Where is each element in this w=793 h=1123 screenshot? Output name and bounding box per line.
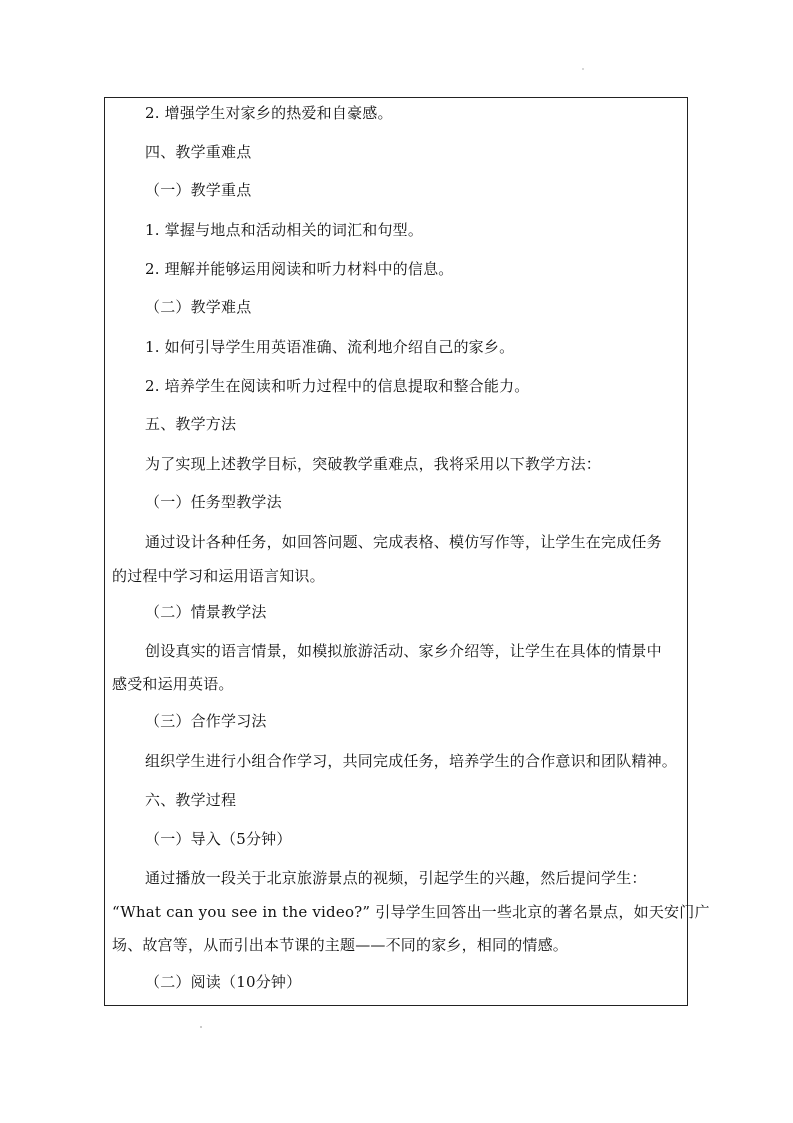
situational-text-line-1: 创设真实的语言情景，如模拟旅游活动、家乡介绍等，让学生在具体的情景中 xyxy=(145,642,662,660)
subheading-situational: （二）情景教学法 xyxy=(145,603,267,621)
cooperative-text: 组织学生进行小组合作学习，共同完成任务，培养学生的合作意识和团队精神。 xyxy=(145,752,678,770)
lead-in-text-line-3: 场、故宫等，从而引出本节课的主题——不同的家乡，相同的情感。 xyxy=(112,936,569,954)
scan-speck xyxy=(200,1026,202,1028)
objective-2: 2. 增强学生对家乡的热爱和自豪感。 xyxy=(145,104,393,122)
subheading-difficult-points: （二）教学难点 xyxy=(145,298,252,316)
lead-in-text-line-2: “What can you see in the video?” 引导学生回答出一些北京的著名景点，如天安门广 xyxy=(112,903,710,921)
scan-speck xyxy=(582,68,584,70)
methods-intro: 为了实现上述教学目标，突破教学重难点，我将采用以下教学方法： xyxy=(145,455,602,473)
section-heading-5: 五、教学方法 xyxy=(145,415,237,433)
subheading-task-based: （一）任务型教学法 xyxy=(145,493,282,511)
section-heading-6: 六、教学过程 xyxy=(145,791,237,809)
difficult-point-2: 2. 培养学生在阅读和听力过程中的信息提取和整合能力。 xyxy=(145,377,530,395)
situational-text-line-2: 感受和运用英语。 xyxy=(112,675,234,693)
difficult-point-1: 1. 如何引导学生用英语准确、流利地介绍自己的家乡。 xyxy=(145,338,515,356)
subheading-reading: （二）阅读（10分钟） xyxy=(145,973,302,991)
subheading-lead-in: （一）导入（5分钟） xyxy=(145,830,292,848)
key-point-1: 1. 掌握与地点和活动相关的词汇和句型。 xyxy=(145,221,424,239)
subheading-key-points: （一）教学重点 xyxy=(145,181,252,199)
task-based-text-line-1: 通过设计各种任务，如回答问题、完成表格、模仿写作等，让学生在完成任务 xyxy=(145,533,662,551)
task-based-text-line-2: 的过程中学习和运用语言知识。 xyxy=(112,567,325,585)
subheading-cooperative: （三）合作学习法 xyxy=(145,712,267,730)
section-heading-4: 四、教学重难点 xyxy=(145,143,252,161)
lead-in-text-line-1: 通过播放一段关于北京旅游景点的视频，引起学生的兴趣，然后提问学生： xyxy=(145,869,647,887)
key-point-2: 2. 理解并能够运用阅读和听力材料中的信息。 xyxy=(145,260,454,278)
